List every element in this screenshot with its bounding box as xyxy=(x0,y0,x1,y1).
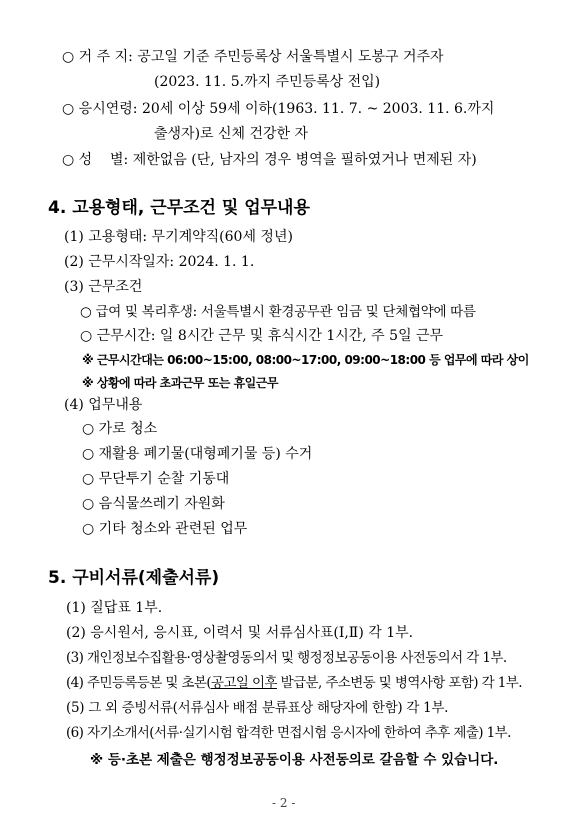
hours-line: ○ 근무시간: 일 8시간 근무 및 휴식시간 1시간, 주 5일 근무 xyxy=(80,328,444,344)
duty-item: ○ 재활용 폐기물(대형폐기물 등) 수거 xyxy=(82,446,313,462)
document-item: (6) 자기소개서(서류·실기시험 합격한 면접시험 응시자에 한하여 추후 제출) 1부. xyxy=(66,725,511,741)
duty-item: ○ 기타 청소와 관련된 업무 xyxy=(82,521,248,537)
age-line xyxy=(62,99,494,119)
employment-type: (1) 고용형태: 무기계약직(60세 정년) xyxy=(64,229,293,245)
document-item xyxy=(66,673,522,693)
item4-suffix: 발급분, 주소변동 및 병역사항 포함) 각 1부. xyxy=(276,675,522,691)
age-text: 20세 이상 59세 이하(1963. 11. 7. ~ 2003. 11. 6.까지 xyxy=(141,101,495,117)
document-item: (5) 그 외 증빙서류(서류심사 배점 분류표상 해당자에 한함) 각 1부. xyxy=(66,700,449,716)
note-hours: ※ 근무시간대는 06:00~15:00, 08:00~17:00, 09:00~18:00 등 업무에 따라 상이 xyxy=(82,353,529,367)
documents-note: ※ 등·초본 제출은 행정정보공동이용 사전동의로 갈음할 수 있습니다. xyxy=(90,752,499,768)
item4-prefix: (4) 주민등록등본 및 초본( xyxy=(66,675,212,691)
gender-text: 제한없음 (단, 남자의 경우 병역을 필하였거나 면제된 자) xyxy=(132,152,477,168)
duties-title: (4) 업무내용 xyxy=(64,397,143,413)
gender-label: ○ 성 별: xyxy=(62,152,133,168)
page-number: - 2 - xyxy=(272,796,296,810)
document-item: (3) 개인정보수집활용·영상촬영동의서 및 행정정보공동이용 사전동의서 각 1부. xyxy=(66,650,507,666)
residence-text: 공고일 기준 주민등록상 서울특별시 도봉구 거주자 xyxy=(137,49,444,65)
duty-item: ○ 음식물쓰레기 자원화 xyxy=(82,496,225,512)
start-date: (2) 근무시작일자: 2024. 1. 1. xyxy=(64,254,255,270)
section4-title: 4. 고용형태, 근무조건 및 업무내용 xyxy=(48,198,310,218)
pay-line: ○ 급여 및 복리후생: 서울특별시 환경공무관 임금 및 단체협약에 따름 xyxy=(80,304,476,320)
section5-title: 5. 구비서류(제출서류) xyxy=(48,568,220,588)
item4-underlined: 공고일 이후 xyxy=(211,675,277,691)
residence-line xyxy=(62,47,444,67)
residence-label: ○ 거 주 지: xyxy=(62,49,138,65)
document-item: (2) 응시원서, 응시표, 이력서 및 서류심사표(Ⅰ,Ⅱ) 각 1부. xyxy=(66,625,414,641)
work-conditions: (3) 근무조건 xyxy=(64,279,143,295)
residence-line2: (2023. 11. 5.까지 주민등록상 전입) xyxy=(154,74,381,90)
document-item: (1) 질답표 1부. xyxy=(66,600,163,616)
age-line2: 출생자)로 신체 건강한 자 xyxy=(154,126,309,142)
note-overtime: ※ 상황에 따라 초과근무 또는 휴일근무 xyxy=(82,376,278,390)
duty-item: ○ 무단투기 순찰 기동대 xyxy=(82,471,230,487)
age-label: ○ 응시연령: xyxy=(62,101,142,117)
gender-line xyxy=(62,150,477,170)
duty-item: ○ 가로 청소 xyxy=(82,421,158,437)
